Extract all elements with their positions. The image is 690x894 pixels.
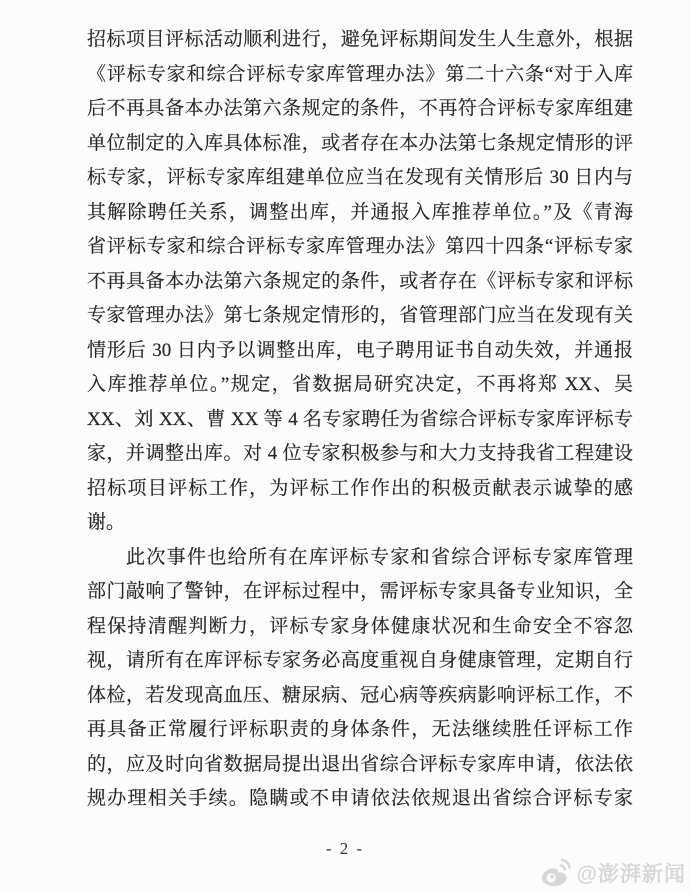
text-line: 入库推荐单位。”规定，省数据局研究决定，不再将郑 XX、吴	[87, 374, 633, 395]
text-line: 体检，若发现高血压、糖尿病、冠心病等疾病影响评标工作，不	[87, 684, 633, 706]
text-line: 标专家，评标专家库组建单位应当在发现有关情形后 30 日内与	[87, 167, 633, 188]
text-line: 部门敲响了警钟，在评标过程中，需评标专家具备专业知识，全	[87, 581, 633, 602]
weibo-icon	[540, 857, 572, 889]
page-number: - 2 -	[325, 839, 365, 858]
watermark	[540, 857, 686, 889]
text-line: 省评标专家和综合评标专家库管理办法》第四十四条“评标专家	[87, 236, 633, 257]
text-line: 情形后 30 日内予以调整出库，电子聘用证书自动失效，并通报	[87, 339, 633, 361]
text-line: 家，并调整出库。对 4 位专家积极参与和大力支持我省工程建设	[87, 443, 633, 464]
text-line: 程保持清醒判断力，评标专家身体健康状况和生命安全不容忽	[87, 615, 633, 637]
text-line: 其解除聘任关系，调整出库，并通报入库推荐单位。”及《青海	[87, 201, 633, 223]
text-line: 视，请所有在库评标专家务必高度重视自身健康管理，定期自行	[87, 650, 633, 671]
text-line: 招标项目评标活动顺利进行，避免评标期间发生人生意外，根据	[87, 29, 633, 50]
text-line: 规办理相关手续。隐瞒或不申请依法依规退出省综合评标专家	[87, 788, 633, 809]
text-line: 此次事件也给所有在库评标专家和省综合评标专家库管理	[126, 546, 633, 568]
text-line: 招标项目评标工作，为评标工作作出的积极贡献表示诚挚的感	[87, 477, 633, 499]
watermark-text: @澎湃新闻	[576, 863, 686, 886]
text-line: 的，应及时向省数据局提出退出省综合评标专家库申请，依法依	[87, 753, 633, 775]
text-line: 谢。	[87, 512, 126, 533]
text-line: XX、刘 XX、曹 XX 等 4 名专家聘任为省综合评标专家库评标专	[87, 408, 633, 430]
text-line: 再具备正常履行评标职责的身体条件，无法继续胜任评标工作	[87, 719, 633, 740]
text-line: 单位制定的入库具体标准，或者存在本办法第七条规定情形的评	[87, 132, 633, 154]
text-line: 专家管理办法》第七条规定情形的，省管理部门应当在发现有关	[87, 305, 633, 326]
text-line: 不再具备本办法第六条规定的条件，或者存在《评标专家和评标	[87, 270, 633, 292]
document-body	[87, 23, 633, 817]
text-line: 后不再具备本办法第六条规定的条件，不再符合评标专家库组建	[87, 98, 633, 119]
text-line: 《评标专家和综合评标专家库管理办法》第二十六条“对于入库	[87, 63, 633, 85]
